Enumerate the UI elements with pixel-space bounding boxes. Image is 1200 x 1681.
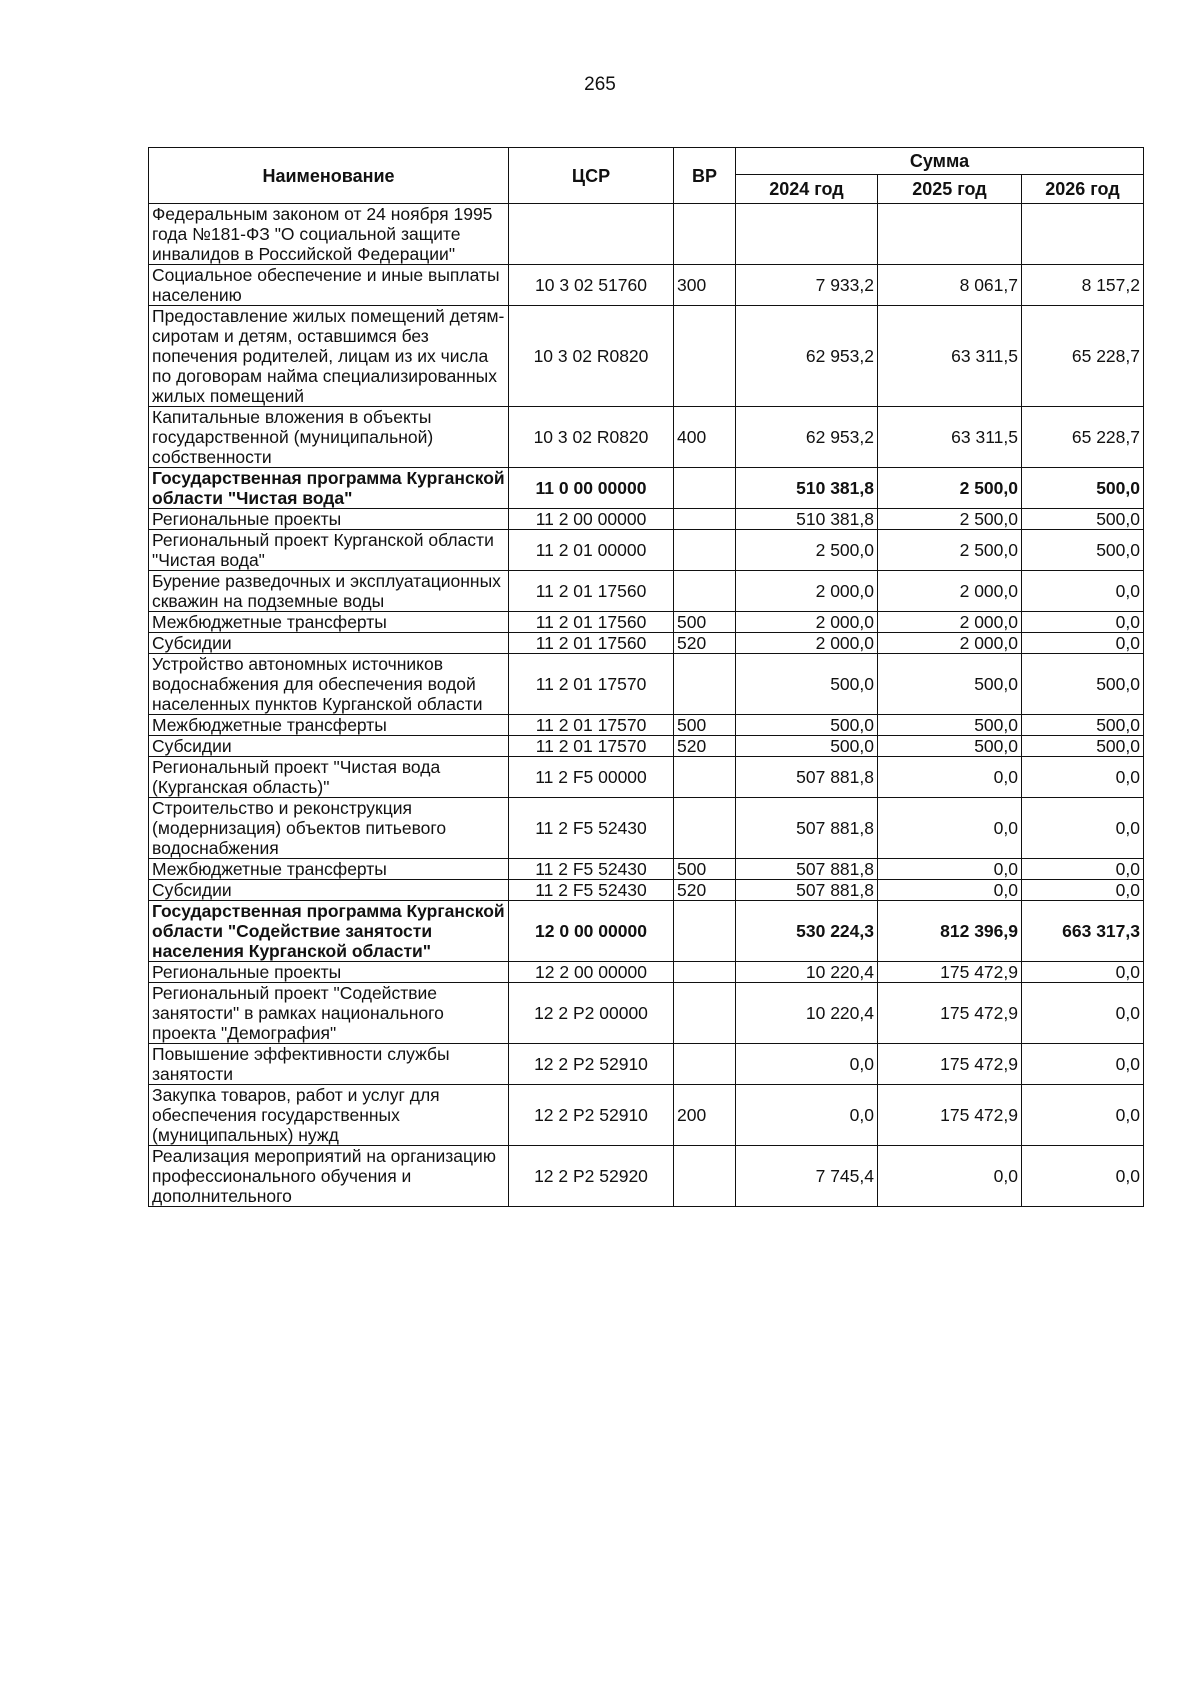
cell-csr: 11 2 01 17560 (509, 612, 674, 633)
cell-vr: 520 (674, 880, 736, 901)
cell-csr: 12 2 P2 52920 (509, 1146, 674, 1207)
cell-name: Социальное обеспечение и иные выплаты населению (149, 265, 509, 306)
cell-2024: 10 220,4 (736, 983, 878, 1044)
table-row (149, 468, 1144, 509)
cell-2026: 65 228,7 (1022, 306, 1144, 407)
header-year-2024: 2024 год (736, 175, 878, 204)
cell-2025: 175 472,9 (878, 1085, 1022, 1146)
cell-name: Региональный проект "Чистая вода (Курганская область)" (149, 757, 509, 798)
table-row (149, 1085, 1144, 1146)
cell-name: Субсидии (149, 736, 509, 757)
cell-vr: 400 (674, 407, 736, 468)
cell-2026: 0,0 (1022, 633, 1144, 654)
cell-2026 (1022, 204, 1144, 265)
cell-name: Бурение разведочных и эксплуатационных скважин на подземные воды (149, 571, 509, 612)
cell-vr (674, 962, 736, 983)
cell-name: Капитальные вложения в объекты государственной (муниципальной) собственности (149, 407, 509, 468)
cell-csr: 11 2 F5 00000 (509, 757, 674, 798)
cell-csr: 12 2 P2 00000 (509, 983, 674, 1044)
cell-csr: 10 3 02 R0820 (509, 306, 674, 407)
table-row (149, 633, 1144, 654)
cell-2024: 500,0 (736, 715, 878, 736)
cell-2026: 0,0 (1022, 1085, 1144, 1146)
cell-csr (509, 204, 674, 265)
cell-csr: 12 0 00 00000 (509, 901, 674, 962)
cell-2025: 2 500,0 (878, 468, 1022, 509)
table-row (149, 612, 1144, 633)
cell-name: Региональные проекты (149, 962, 509, 983)
header-name: Наименование (149, 148, 509, 204)
cell-2025: 0,0 (878, 798, 1022, 859)
cell-2025: 2 500,0 (878, 509, 1022, 530)
cell-csr: 11 2 01 17560 (509, 633, 674, 654)
cell-vr: 520 (674, 633, 736, 654)
table-row (149, 880, 1144, 901)
cell-2024: 0,0 (736, 1085, 878, 1146)
cell-name: Строительство и реконструкция (модернизация) объектов питьевого водоснабжения (149, 798, 509, 859)
cell-2024: 507 881,8 (736, 757, 878, 798)
cell-vr (674, 901, 736, 962)
cell-name: Реализация мероприятий на организацию профессионального обучения и дополнительного (149, 1146, 509, 1207)
cell-name: Закупка товаров, работ и услуг для обеспечения государственных (муниципальных) нужд (149, 1085, 509, 1146)
cell-vr: 300 (674, 265, 736, 306)
cell-vr (674, 757, 736, 798)
cell-vr: 500 (674, 859, 736, 880)
cell-csr: 11 2 F5 52430 (509, 859, 674, 880)
cell-2024: 0,0 (736, 1044, 878, 1085)
cell-csr: 12 2 00 00000 (509, 962, 674, 983)
table-row (149, 983, 1144, 1044)
cell-csr: 11 2 01 17570 (509, 715, 674, 736)
cell-2024: 500,0 (736, 736, 878, 757)
cell-name: Региональный проект Курганской области "Чистая вода" (149, 530, 509, 571)
cell-vr (674, 1044, 736, 1085)
cell-name: Межбюджетные трансферты (149, 715, 509, 736)
cell-2026: 8 157,2 (1022, 265, 1144, 306)
table-row (149, 204, 1144, 265)
cell-2024: 10 220,4 (736, 962, 878, 983)
cell-vr (674, 509, 736, 530)
cell-2025: 2 000,0 (878, 633, 1022, 654)
cell-2026: 663 317,3 (1022, 901, 1144, 962)
cell-2026: 0,0 (1022, 962, 1144, 983)
cell-csr: 11 2 F5 52430 (509, 798, 674, 859)
cell-vr: 520 (674, 736, 736, 757)
cell-vr (674, 468, 736, 509)
cell-vr (674, 1146, 736, 1207)
cell-vr: 500 (674, 612, 736, 633)
cell-name: Межбюджетные трансферты (149, 612, 509, 633)
cell-name: Государственная программа Курганской области "Содействие занятости населения Курганской области" (149, 901, 509, 962)
cell-2026: 65 228,7 (1022, 407, 1144, 468)
cell-2025: 175 472,9 (878, 1044, 1022, 1085)
table-row (149, 962, 1144, 983)
cell-2025: 500,0 (878, 715, 1022, 736)
cell-csr: 12 2 P2 52910 (509, 1085, 674, 1146)
cell-2025: 63 311,5 (878, 306, 1022, 407)
cell-2026: 500,0 (1022, 468, 1144, 509)
cell-2026: 0,0 (1022, 571, 1144, 612)
cell-csr: 11 2 01 17570 (509, 736, 674, 757)
cell-2025: 0,0 (878, 880, 1022, 901)
cell-2026: 500,0 (1022, 715, 1144, 736)
cell-2026: 500,0 (1022, 509, 1144, 530)
cell-2025: 0,0 (878, 1146, 1022, 1207)
cell-csr: 11 2 01 17560 (509, 571, 674, 612)
cell-csr: 11 0 00 00000 (509, 468, 674, 509)
table-row (149, 798, 1144, 859)
cell-2025 (878, 204, 1022, 265)
table-row (149, 901, 1144, 962)
cell-name: Региональный проект "Содействие занятости" в рамках национального проекта "Демография" (149, 983, 509, 1044)
table-row (149, 530, 1144, 571)
cell-vr (674, 798, 736, 859)
cell-csr: 11 2 00 00000 (509, 509, 674, 530)
cell-2026: 0,0 (1022, 1044, 1144, 1085)
cell-2024: 507 881,8 (736, 859, 878, 880)
cell-2024: 7 745,4 (736, 1146, 878, 1207)
cell-name: Предоставление жилых помещений детям-сиротам и детям, оставшимся без попечения родителей, лицам из их числа по договорам найма специализированных жилых помещений (149, 306, 509, 407)
cell-2024: 2 000,0 (736, 571, 878, 612)
header-sum: Сумма (736, 148, 1144, 175)
cell-2025: 2 000,0 (878, 612, 1022, 633)
cell-vr (674, 530, 736, 571)
cell-2024: 510 381,8 (736, 509, 878, 530)
cell-2024 (736, 204, 878, 265)
cell-2025: 175 472,9 (878, 962, 1022, 983)
cell-2024: 2 500,0 (736, 530, 878, 571)
cell-2026: 500,0 (1022, 654, 1144, 715)
table-row (149, 757, 1144, 798)
cell-2026: 500,0 (1022, 736, 1144, 757)
cell-csr: 11 2 01 17570 (509, 654, 674, 715)
cell-csr: 11 2 01 00000 (509, 530, 674, 571)
cell-2025: 2 500,0 (878, 530, 1022, 571)
table-row (149, 509, 1144, 530)
table-row (149, 306, 1144, 407)
table-row (149, 859, 1144, 880)
cell-name: Устройство автономных источников водоснабжения для обеспечения водой населенных пунктов Курганской области (149, 654, 509, 715)
header-year-2025: 2025 год (878, 175, 1022, 204)
table-body (149, 204, 1144, 1207)
cell-2026: 0,0 (1022, 798, 1144, 859)
cell-2026: 0,0 (1022, 983, 1144, 1044)
cell-name: Субсидии (149, 880, 509, 901)
cell-vr (674, 571, 736, 612)
table-row (149, 736, 1144, 757)
cell-2024: 500,0 (736, 654, 878, 715)
cell-2025: 0,0 (878, 757, 1022, 798)
cell-csr: 11 2 F5 52430 (509, 880, 674, 901)
table-row (149, 1146, 1144, 1207)
cell-name: Субсидии (149, 633, 509, 654)
cell-2025: 0,0 (878, 859, 1022, 880)
page-number: 265 (584, 74, 616, 95)
cell-vr: 200 (674, 1085, 736, 1146)
cell-name: Повышение эффективности службы занятости (149, 1044, 509, 1085)
cell-name: Межбюджетные трансферты (149, 859, 509, 880)
cell-2024: 2 000,0 (736, 612, 878, 633)
cell-name: Государственная программа Курганской области "Чистая вода" (149, 468, 509, 509)
cell-2024: 530 224,3 (736, 901, 878, 962)
cell-csr: 12 2 P2 52910 (509, 1044, 674, 1085)
cell-2025: 2 000,0 (878, 571, 1022, 612)
table-row (149, 571, 1144, 612)
table-row (149, 265, 1144, 306)
cell-vr (674, 306, 736, 407)
cell-csr: 10 3 02 R0820 (509, 407, 674, 468)
cell-vr (674, 204, 736, 265)
cell-vr (674, 654, 736, 715)
cell-2025: 175 472,9 (878, 983, 1022, 1044)
cell-name: Федеральным законом от 24 ноября 1995 года №181-ФЗ "О социальной защите инвалидов в Российской Федерации" (149, 204, 509, 265)
cell-2024: 7 933,2 (736, 265, 878, 306)
cell-csr: 10 3 02 51760 (509, 265, 674, 306)
cell-name: Региональные проекты (149, 509, 509, 530)
header-csr: ЦСР (509, 148, 674, 204)
cell-2026: 0,0 (1022, 1146, 1144, 1207)
cell-2024: 507 881,8 (736, 798, 878, 859)
cell-vr: 500 (674, 715, 736, 736)
cell-2025: 500,0 (878, 736, 1022, 757)
cell-2024: 2 000,0 (736, 633, 878, 654)
cell-2025: 500,0 (878, 654, 1022, 715)
table-row (149, 715, 1144, 736)
table-row (149, 407, 1144, 468)
cell-2024: 507 881,8 (736, 880, 878, 901)
cell-2025: 8 061,7 (878, 265, 1022, 306)
cell-2026: 0,0 (1022, 859, 1144, 880)
cell-vr (674, 983, 736, 1044)
cell-2025: 812 396,9 (878, 901, 1022, 962)
cell-2024: 62 953,2 (736, 306, 878, 407)
cell-2025: 63 311,5 (878, 407, 1022, 468)
table-row (149, 654, 1144, 715)
table-row (149, 1044, 1144, 1085)
cell-2026: 500,0 (1022, 530, 1144, 571)
cell-2026: 0,0 (1022, 612, 1144, 633)
cell-2026: 0,0 (1022, 880, 1144, 901)
cell-2024: 62 953,2 (736, 407, 878, 468)
cell-2024: 510 381,8 (736, 468, 878, 509)
budget-table (148, 147, 1144, 1207)
header-year-2026: 2026 год (1022, 175, 1144, 204)
header-vr: ВР (674, 148, 736, 204)
cell-2026: 0,0 (1022, 757, 1144, 798)
